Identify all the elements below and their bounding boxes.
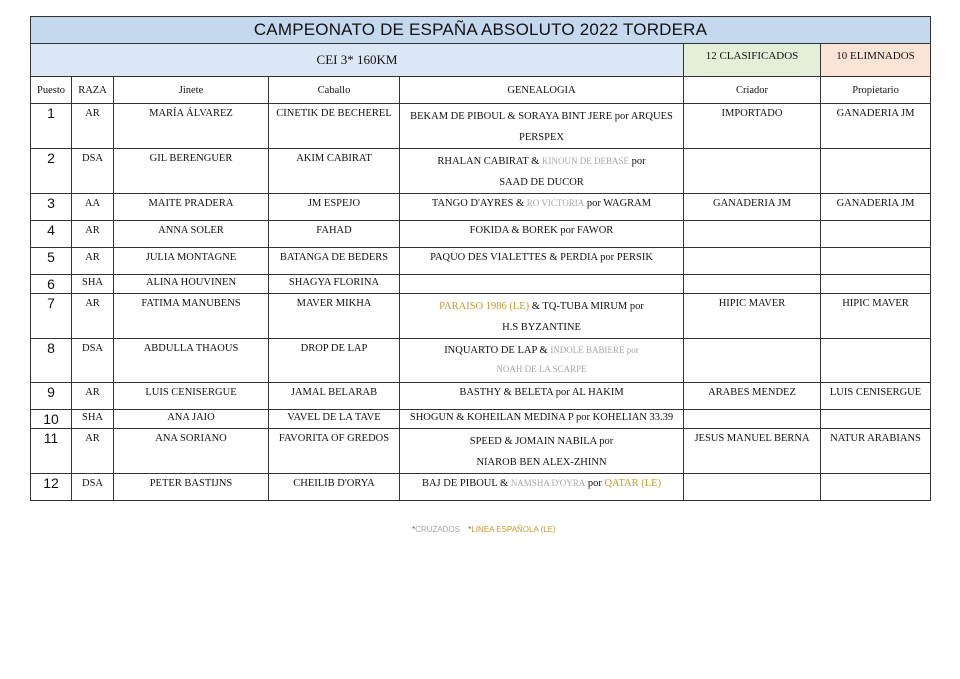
cell-genealogia (400, 149, 684, 194)
cruzado-text: NOAH DE LA SCARPE (496, 364, 587, 374)
genealogy-text: BEKAM DE PIBOUL & SORAYA BINT JERE por ARQUES (410, 111, 673, 122)
clasificados-badge: 12 CLASIFICADOS (684, 44, 821, 77)
table-row (31, 275, 931, 294)
cell-genealogia (400, 339, 684, 383)
cell-puesto: 6 (31, 275, 72, 294)
cell-puesto: 1 (31, 104, 72, 149)
cell-caballo: AKIM CABIRAT (269, 149, 400, 194)
genealogy-text: BAJ DE PIBOUL & (421, 478, 511, 489)
cruzado-text: NAMSHA D'OYRA (510, 478, 586, 488)
table-row (31, 149, 931, 194)
cell-jinete: MARÍA ÁLVAREZ (114, 104, 269, 149)
cell-caballo: DROP DE LAP (269, 339, 400, 383)
cell-puesto: 5 (31, 248, 72, 275)
cell-caballo: JM ESPEJO (269, 194, 400, 221)
header-jinete: Jinete (114, 77, 269, 104)
table-row (31, 474, 931, 501)
cell-raza: AA (72, 194, 114, 221)
cell-propietario: NATUR ARABIANS (821, 429, 931, 474)
cell-jinete: ANA JAIO (114, 410, 269, 429)
cell-jinete: FATIMA MANUBENS (114, 294, 269, 339)
cell-puesto: 4 (31, 221, 72, 248)
genealogy-text: por (585, 478, 605, 489)
genealogy-text: RHALAN CABIRAT & (437, 156, 542, 167)
cell-criador (684, 149, 821, 194)
cell-criador (684, 221, 821, 248)
results-table (30, 16, 931, 501)
cell-puesto: 3 (31, 194, 72, 221)
genealogy-text: SAAD DE DUCOR (499, 177, 584, 188)
cell-puesto: 2 (31, 149, 72, 194)
cell-criador (684, 275, 821, 294)
cell-genealogia (400, 474, 684, 501)
genealogy-text: H.S BYZANTINE (502, 322, 581, 333)
cell-genealogia: FOKIDA & BOREK por FAWOR (400, 221, 684, 248)
cell-puesto: 11 (31, 429, 72, 474)
cell-propietario: GANADERIA JM (821, 104, 931, 149)
cell-genealogia (400, 104, 684, 149)
cell-propietario (821, 339, 931, 383)
table-row (31, 339, 931, 383)
eliminados-badge: 10 ELIMNADOS (821, 44, 931, 77)
cell-propietario (821, 248, 931, 275)
cell-raza: AR (72, 221, 114, 248)
cell-genealogia: SHOGUN & KOHEILAN MEDINA P por KOHELIAN 33.39 (400, 410, 684, 429)
cell-genealogia (400, 194, 684, 221)
header-row (31, 77, 931, 104)
cell-caballo: MAVER MIKHA (269, 294, 400, 339)
results-sheet (30, 16, 930, 501)
cell-jinete: ABDULLA THAOUS (114, 339, 269, 383)
cruzado-text: KINOUN DE DEBASE (541, 156, 629, 166)
cell-jinete: ALINA HOUVINEN (114, 275, 269, 294)
cell-criador: ARABES MENDEZ (684, 383, 821, 410)
cell-caballo: CINETIK DE BECHEREL (269, 104, 400, 149)
genealogy-text: & TQ-TUBA MIRUM por (529, 301, 644, 312)
table-row (31, 294, 931, 339)
header-propietario: Propietario (821, 77, 931, 104)
genealogy-text: por WAGRAM (584, 198, 652, 209)
table-row (31, 194, 931, 221)
table-row (31, 248, 931, 275)
cell-jinete: ANNA SOLER (114, 221, 269, 248)
cell-genealogia: PAQUO DES VIALETTES & PERDIA por PERSIK (400, 248, 684, 275)
cell-raza: SHA (72, 275, 114, 294)
cell-criador (684, 248, 821, 275)
cell-raza: AR (72, 104, 114, 149)
cell-jinete: PETER BASTIJNS (114, 474, 269, 501)
cell-jinete: ANA SORIANO (114, 429, 269, 474)
genealogy-text: PERSPEX (519, 132, 564, 143)
cell-genealogia: BASTHY & BELETA por AL HAKIM (400, 383, 684, 410)
cruzado-text: INDOLE BABIERE por (550, 345, 639, 355)
cell-criador (684, 474, 821, 501)
table-row (31, 410, 931, 429)
linea-espanola-text: QATAR (LE) (604, 478, 662, 489)
cell-caballo: SHAGYA FLORINA (269, 275, 400, 294)
legend-cruzados: CRUZADOS (415, 525, 461, 534)
legend-star: * (412, 525, 416, 534)
cell-propietario (821, 149, 931, 194)
table-row (31, 383, 931, 410)
cell-raza: DSA (72, 339, 114, 383)
genealogy-text: INQUARTO DE LAP & (444, 345, 551, 356)
cell-caballo: CHEILIB D'ORYA (269, 474, 400, 501)
cell-criador (684, 339, 821, 383)
cell-puesto: 8 (31, 339, 72, 383)
cell-puesto: 10 (31, 410, 72, 429)
cell-raza: AR (72, 429, 114, 474)
cell-caballo: BATANGA DE BEDERS (269, 248, 400, 275)
cell-raza: AR (72, 383, 114, 410)
cell-criador: GANADERIA JM (684, 194, 821, 221)
cell-jinete: MAITE PRADERA (114, 194, 269, 221)
event-label: CEI 3* 160KM (31, 44, 684, 77)
header-criador: Criador (684, 77, 821, 104)
cruzado-text: RO VICTORIA (526, 198, 585, 208)
legend-linea-espanola: LINEA ESPAÑOLA (LE) (471, 525, 556, 534)
genealogy-text: por (628, 156, 646, 167)
cell-caballo: FAVORITA OF GREDOS (269, 429, 400, 474)
cell-raza: DSA (72, 474, 114, 501)
legend (412, 525, 556, 534)
cell-genealogia (400, 429, 684, 474)
cell-criador (684, 410, 821, 429)
table-row (31, 104, 931, 149)
cell-raza: SHA (72, 410, 114, 429)
page-title: CAMPEONATO DE ESPAÑA ABSOLUTO 2022 TORDERA (31, 17, 931, 44)
table-row (31, 221, 931, 248)
header-puesto: Puesto (31, 77, 72, 104)
cell-propietario: HIPIC MAVER (821, 294, 931, 339)
legend-star: * (468, 525, 472, 534)
header-raza: RAZA (72, 77, 114, 104)
cell-propietario (821, 275, 931, 294)
cell-propietario (821, 221, 931, 248)
cell-puesto: 12 (31, 474, 72, 501)
cell-caballo: FAHAD (269, 221, 400, 248)
cell-genealogia (400, 294, 684, 339)
header-caballo: Caballo (269, 77, 400, 104)
cell-puesto: 9 (31, 383, 72, 410)
cell-propietario: LUIS CENISERGUE (821, 383, 931, 410)
genealogy-text: TANGO D'AYRES & (431, 198, 527, 209)
cell-raza: DSA (72, 149, 114, 194)
cell-propietario (821, 474, 931, 501)
cell-criador: IMPORTADO (684, 104, 821, 149)
genealogy-text: NIAROB BEN ALEX-ZHINN (476, 457, 607, 468)
cell-propietario: GANADERIA JM (821, 194, 931, 221)
cell-caballo: VAVEL DE LA TAVE (269, 410, 400, 429)
genealogy-text: SPEED & JOMAIN NABILA por (469, 436, 614, 447)
cell-criador: HIPIC MAVER (684, 294, 821, 339)
header-genealogia: GENEALOGIA (400, 77, 684, 104)
cell-raza: AR (72, 248, 114, 275)
cell-jinete: JULIA MONTAGNE (114, 248, 269, 275)
linea-espanola-text: PARAISO 1986 (LE) (439, 301, 530, 312)
cell-propietario (821, 410, 931, 429)
cell-puesto: 7 (31, 294, 72, 339)
cell-criador: JESUS MANUEL BERNA (684, 429, 821, 474)
cell-genealogia (400, 275, 684, 294)
cell-jinete: GIL BERENGUER (114, 149, 269, 194)
cell-raza: AR (72, 294, 114, 339)
cell-jinete: LUIS CENISERGUE (114, 383, 269, 410)
table-row (31, 429, 931, 474)
cell-caballo: JAMAL BELARAB (269, 383, 400, 410)
